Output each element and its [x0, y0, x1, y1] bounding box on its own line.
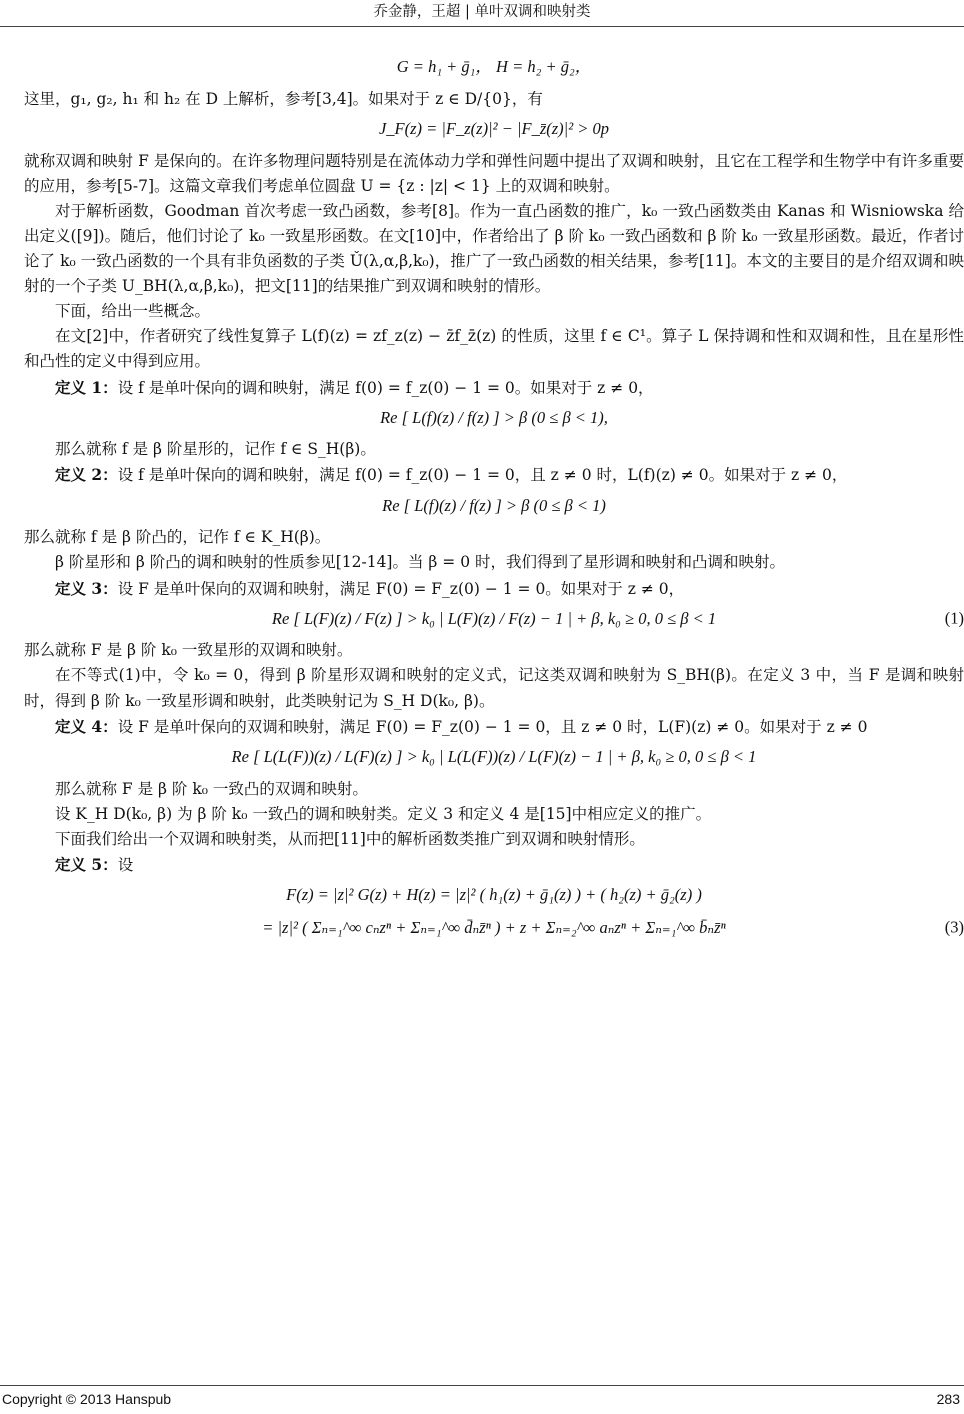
paragraph-class-extension: 下面我们给出一个双调和映射类，从而把[11]中的解析函数类推广到双调和映射情形。: [55, 829, 645, 848]
equation-1-number: (1): [944, 608, 964, 628]
equation-uniformly-convex-biharmonic: Re [ L(L(F))(z) / L(F)(z) ] > k₀ | L(L(F))(z) / L(F)(z) − 1 | + β, k₀ ≥ 0, 0 ≤ β < 1: [231, 746, 757, 766]
definition-3-text: 设 F 是单叶保向的双调和映射，满足 F(0) = F_z(0) − 1 = 0。如果对于 z ≠ 0，: [117, 579, 685, 598]
paragraph-uniformly-starlike: 那么就称 F 是 β 阶 k₀ 一致星形的双调和映射。: [24, 641, 353, 660]
equation-3-number: (3): [944, 917, 964, 937]
paragraph-concepts-intro: 下面，给出一些概念。: [55, 302, 211, 321]
equation-convex-order-beta: Re [ L(f)(z) / f(z) ] > β (0 ≤ β < 1): [382, 495, 606, 515]
header-title: 乔金静，王超 | 单叶双调和映射类: [373, 4, 591, 20]
copyright-notice: Copyright © 2013 Hanspub: [2, 1391, 172, 1407]
page-footer: [0, 1385, 964, 1414]
definition-2-label: 定义 2：: [55, 465, 118, 485]
equation-starlike-order-beta: Re [ L(f)(z) / f(z) ] > β (0 ≤ β < 1),: [380, 407, 608, 427]
definition-1: [24, 375, 964, 401]
paragraph-operator-l: 在文[2]中，作者研究了线性复算子 L(f)(z) = zf_z(z) − z̄f_z̄(z) 的性质，这里 f ∈ C¹。算子 L 保持调和性和双调和性，且在星形性和凸性的定义中得到应用。: [24, 327, 964, 371]
definition-2-text: 设 f 是单叶保向的调和映射，满足 f(0) = f_z(0) − 1 = 0，且 z ≠ 0 时，L(f)(z) ≠ 0。如果对于 z ≠ 0，: [117, 466, 848, 485]
definition-1-text: 设 f 是单叶保向的调和映射，满足 f(0) = f_z(0) − 1 = 0。如果对于 z ≠ 0，: [117, 378, 654, 397]
definition-4-text: 设 F 是单叶保向的双调和映射，满足 F(0) = F_z(0) − 1 = 0，且 z ≠ 0 时，L(F)(z) ≠ 0。如果对于 z ≠ 0: [117, 717, 868, 736]
definition-5-text: 设: [117, 855, 134, 874]
definition-4: [24, 714, 964, 740]
equation-1-body: Re [ L(F)(z) / F(z) ] > k₀ | L(F)(z) / F(z) − 1 | + β, k₀ ≥ 0, 0 ≤ β < 1: [271, 608, 717, 628]
equation-jacobian: J_F(z) = |F_z(z)|² − |F_z̄(z)|² > 0p: [378, 118, 610, 138]
paragraph-starlike-notation: 那么就称 f 是 β 阶星形的，记作 f ∈ S_H(β)。: [55, 440, 376, 459]
equation-3: [24, 915, 964, 942]
equation-g-h-definition: G = h₁ + ḡ₁， H = h₂ + ḡ₂，: [396, 57, 592, 76]
definition-5: [24, 852, 964, 878]
paragraph-references-12-14: β 阶星形和 β 阶凸的调和映射的性质参见[12-14]。当 β = 0 时，我们得到了星形调和映射和凸调和映射。: [55, 553, 786, 572]
equation-1: [24, 606, 964, 633]
paragraph-uniformly-convex: 对于解析函数，Goodman 首次考虑一致凸函数，参考[8]。作为一直凸函数的推广，k₀ 一致凸函数类由 Kanas 和 Wisniowska 给出定义([9])。随后，他们讨论了 k₀ 一致星形函数。在文[10]中，作者给出了 β 阶 k₀ 一致凸函数和 β 阶 k₀ 一致星形函数。最近，作者讨论了 k₀ 一致凸函数的一个具有非负函数的子类 Ǔ(λ,α,β,k₀)，推广了一致凸函数的相关结果，参考[11]。本文的主要目的是介绍双调和映射的一个子类 U_BH(λ,α,β,k₀)，把文[11]的结果推广到双调和映射的情形。: [24, 201, 964, 296]
page-number: 283: [936, 1391, 960, 1407]
running-header: [0, 0, 964, 27]
definition-2: [24, 462, 964, 488]
definition-1-label: 定义 1：: [55, 377, 118, 397]
definition-3-label: 定义 3：: [55, 578, 118, 598]
paragraph-khd-notation: 设 K_H D(k₀, β) 为 β 阶 k₀ 一致凸的调和映射类。定义 3 和定义 4 是[15]中相应定义的推广。: [55, 804, 712, 823]
definition-3: [24, 576, 964, 602]
page-body: [24, 50, 964, 947]
equation-3-body: = |z|² ( Σₙ₌₁^∞ cₙzⁿ + Σₙ₌₁^∞ d̄ₙz̄ⁿ ) + z + Σₙ₌₂^∞ aₙzⁿ + Σₙ₌₁^∞ b̄ₙz̄ⁿ: [262, 917, 726, 937]
paragraph-convex-notation: 那么就称 f 是 β 阶凸的，记作 f ∈ K_H(β)。: [24, 528, 331, 547]
paragraph-sense-preserving: 就称双调和映射 F 是保向的。在许多物理问题特别是在流体动力学和弹性问题中提出了双调和映射，且它在工程学和生物学中有许多重要的应用，参考[5-7]。这篇文章我们考虑单位圆盘 U = {z : |z| < 1} 上的双调和映射。: [24, 151, 964, 195]
equation-3-line-1: F(z) = |z|² G(z) + H(z) = |z|² ( h₁(z) + ḡ₁(z) ) + ( h₂(z) + ḡ₂(z) ): [286, 884, 702, 904]
paragraph-uniformly-convex-biharmonic: 那么就称 F 是 β 阶 k₀ 一致凸的双调和映射。: [55, 779, 368, 798]
paragraph-sbh-notation: 在不等式(1)中，令 k₀ = 0，得到 β 阶星形双调和映射的定义式，记这类双调和映射为 S_BH(β)。在定义 3 中，当 F 是调和映射时，得到 β 阶 k₀ 一致星形调和映射，此类映射记为 S_H D(k₀, β)。: [24, 666, 964, 710]
definition-5-label: 定义 5：: [55, 854, 118, 874]
definition-4-label: 定义 4：: [55, 716, 118, 736]
paragraph-analytic-functions: 这里，g₁, g₂, h₁ 和 h₂ 在 D 上解析，参考[3,4]。如果对于 z ∈ D/{0}，有: [24, 89, 543, 108]
